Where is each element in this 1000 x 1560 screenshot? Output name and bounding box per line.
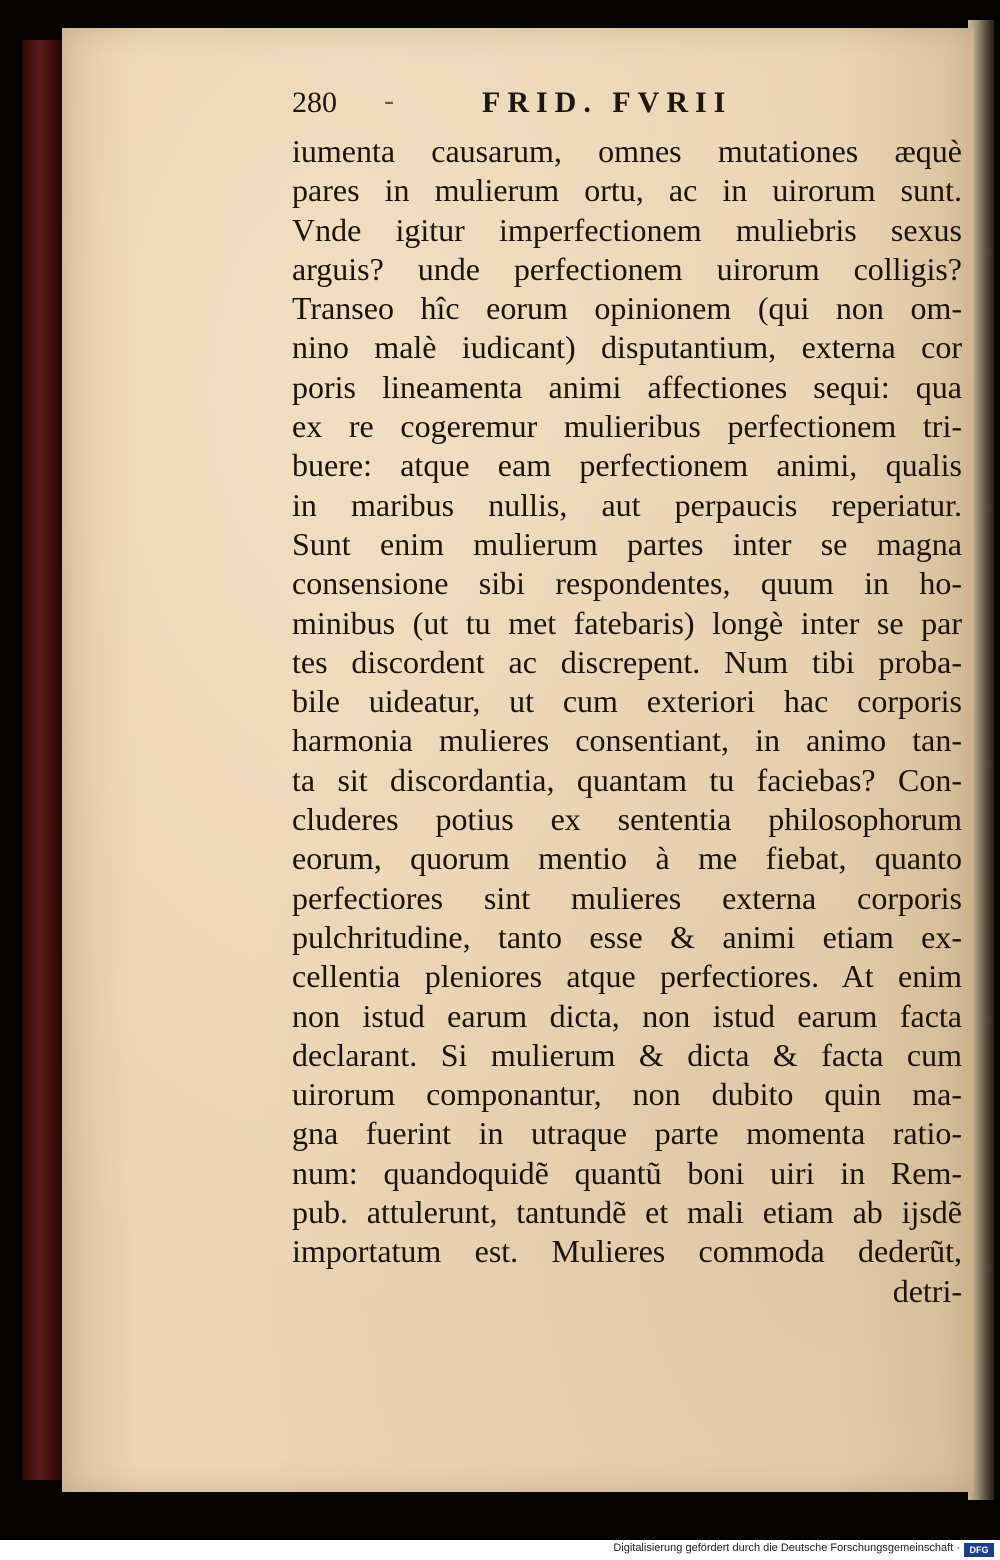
text-line: perfectiores sint mulieres externa corporis [292,879,962,916]
header-title: FRID. FVRII [482,86,733,119]
text-line: gna fuerint in utraque parte momenta ratio- [292,1115,962,1152]
text-line: nino malè iudicant) disputantium, externa cor [292,329,962,366]
text-line: pares in mulierum ortu, ac in uirorum sunt. [292,172,962,209]
text-line: pulchritudine, tanto esse & animi etiam ex- [292,918,962,955]
text-line: in maribus nullis, aut perpaucis reperiatur. [292,486,962,523]
text-line: non istud earum dicta, non istud earum facta [292,997,962,1034]
text-line: harmonia mulieres consentiant, in animo tan- [292,722,962,759]
page-number: 280 [292,86,337,119]
text-line: ta sit discordantia, quantam tu faciebas? Con- [292,761,962,798]
text-line: pub. attulerunt, tantundẽ et mali etiam ab ijsdẽ [292,1194,962,1231]
text-line: uirorum componantur, non dubito quin ma- [292,1076,962,1113]
book-binding-left [22,40,66,1480]
text-line: arguis? unde perfectionem uirorum colligis? [292,250,962,287]
catchword: detri- [892,1272,962,1309]
text-line: cellentia pleniores atque perfectiores. At enim [292,958,962,995]
header-separator: - [384,84,394,117]
text-line: iumenta causarum, omnes mutationes æquè [292,133,962,169]
text-line: declarant. Si mulierum & dicta & facta cum [292,1036,962,1073]
footer-bar [0,1540,1000,1560]
text-line: poris lineamenta animi affectiones sequi: qua [292,368,962,405]
text-line: ex re cogeremur mulieribus perfectionem tri- [292,408,962,445]
text-line: tes discordent ac discrepent. Num tibi proba- [292,643,962,680]
text-line: Sunt enim mulierum partes inter se magna [292,525,962,562]
text-line: eorum, quorum mentio à me fiebat, quanto [292,840,962,877]
running-head [292,86,812,132]
body-text [292,132,962,1311]
footer-credit: Digitalisierung gefördert durch die Deutsche Forschungsgemeinschaft · [613,1542,960,1554]
text-line: minibus (ut tu met fatebaris) longè inter se par [292,604,962,641]
text-line: buere: atque eam perfectionem animi, qualis [292,447,962,484]
text-line: Vnde igitur imperfectionem muliebris sexus [292,211,962,248]
text-line: consensione sibi respondentes, quum in ho- [292,565,962,602]
text-line: Transeo hîc eorum opinionem (qui non om- [292,290,962,327]
text-line: bile uideatur, ut cum exteriori hac corporis [292,683,962,720]
text-line: importatum est. Mulieres commoda dederũt, [292,1233,962,1270]
dfg-logo: DFG [964,1543,994,1557]
text-line: cluderes potius ex sententia philosophorum [292,801,962,838]
text-line: num: quandoquidẽ quantũ boni uiri in Rem- [292,1154,962,1191]
